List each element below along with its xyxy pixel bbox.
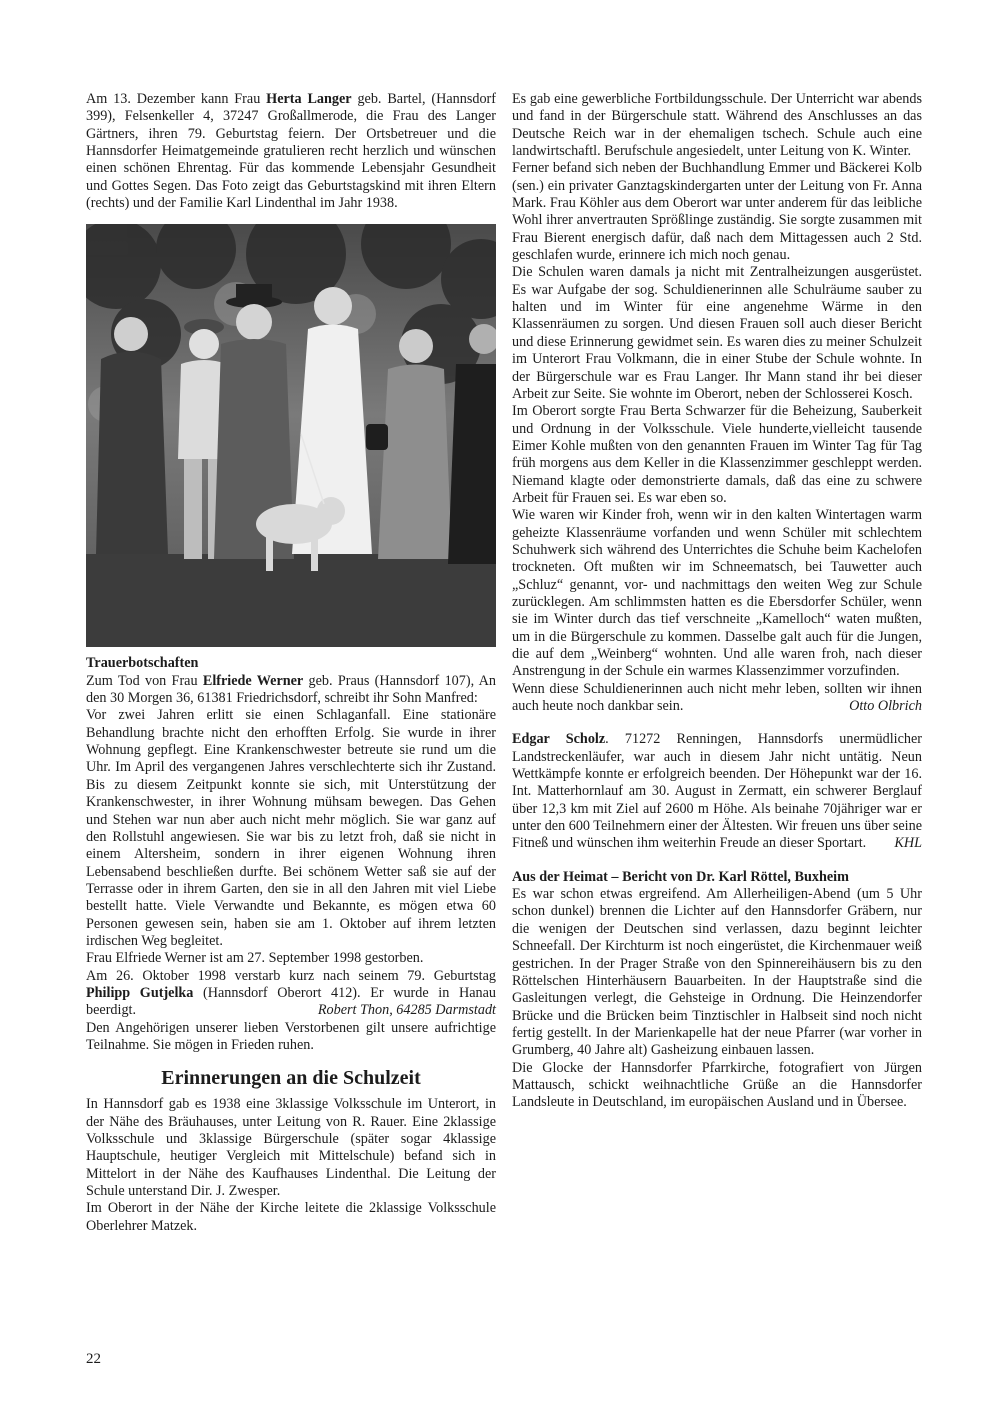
schulzeit-signature: Otto Olbrich [849,698,922,715]
spacer [512,715,922,731]
schulzeit-paragraph-2: Im Oberort in der Nähe der Kirche leitete die 2klassige Volksschule Oberlehrer Matzek. [86,1200,496,1234]
heimat-paragraph-2: Die Glocke der Hannsdorfer Pfarrkirche, fotografiert von Jürgen Mattausch, schickt weihnachtliche Grüße an die Hannsdorfer Landsleute in Deutschland, im europäischen Ausland und in Übersee. [512,1059,922,1111]
heimat-paragraph-1: Es war schon etwas ergreifend. Am Allerheiligen-Abend (um 5 Uhr schon dunkel) brennen die Lichter auf den Hannsdorfer Gräbern, nur die wenigen der Deutschen sind verlassen, dazu beginnt leichter Schneefall. Der Kirchturm ist noch eingerüstet, die Kirchenmauer weiß gestrichen. In der Prager Straße von den Spinnereihäusern bis zu den Röttelschen Hinterhäusern Bauarbeiten. In der Hauptstraße sind die Gasleitungen verlegt, die Gehsteige in Ordnung. Die Heinzendorfer Brücke und die Brücken beim Tinztischler in Halbseit sind noch nicht fertig gestellt. In der Marienkapelle hat der neue Pfarrer (war vorher in Grumberg, 40 Jahre alt) Gasheizung einbauen lassen. [512,886,922,1059]
schulzeit-paragraph-8: Wenn diese Schuldienerinnen auch nicht mehr leben, sollten wir ihnen auch heute noch dankbar sein. Otto Olbrich [512,680,922,715]
schulzeit-paragraph-1: In Hannsdorf gab es 1938 eine 3klassige Volksschule im Unterort, in der Nähe des Bräuhauses, unter Leitung von R. Rauer. Eine 2klassige Volksschule und 3klassige Bürgerschule (später sogar 4klassige Hauptschule, heutiger Vergleich mit Mittelschule) befand sich in Mittelort in der Nähe des Kaufhauses Lindenthal. Die Leitung der Schule unterstand Dir. J. Zwesper. [86,1096,496,1200]
trauer-name-gutjelka: Philipp Gutjelka [86,984,194,1001]
family-photo [86,224,496,647]
trauer-paragraph-2: Vor zwei Jahren erlitt sie einen Schlaganfall. Eine stationäre Behandlung brachte nicht den erhofften Erfolg. Sie wurde in ihrer Wohnung gepflegt. Eine Krankenschwester betreute sie rund um die Uhr. Im April des vergangenen Jahres verschlechterte sich ihr Zustand. Bis zu diesem Zeitpunkt konnte sie sich, mit Unterstützung der Krankenschwester, in ihrer Wohnung mühsam bewegen. Das Gehen und Stehen war nun aber auch nicht mehr möglich. Sie war ganz auf den Rollstuhl angewiesen. Sie war bis zu letzt froh, daß sie nicht in einem Altersheim, sondern in ihrer eigenen Wohnung ihren Lebensabend beschließen durfte. Bei schönem Wetter saß sie auf der Terrasse oder in ihrem Garten, den sie in all den Jahren mit viel Liebe bestellt hatte. Viele Verwandte und Bekannte, es mögen etwa 60 Personen gewesen sein, haben sie am 1. Oktober auf ihrem letzten irdischen Weg begleitet. [86,707,496,949]
trauer-paragraph-3: Frau Elfriede Werner ist am 27. September 1998 gestorben. [86,950,424,967]
trauer-name-werner: Elfriede Werner [202,672,304,689]
schulzeit-paragraph-4: Ferner befand sich neben der Buchhandlung Emmer und Bäckerei Kolb (sen.) ein privater Ganztagskindergarten unter der Leitung von Fr. Anna Mark. Frau Köhler aus dem Oberort war unter anderem für das leibliche Wohl ihrer anvertrauten Sprößlinge zuständig. Sie sorgte zusammen mit Frau Bierent energisch dafür, daß nach dem Mittagessen auch 2 Std. geschlafen wurde, erinnere ich mich noch genau. [512,160,922,264]
heimat-heading: Aus der Heimat – Bericht von Dr. Karl Röttel, Buxheim [512,868,849,885]
right-column [512,91,922,1112]
page-number: 22 [86,1351,101,1367]
spacer [512,853,922,869]
schulzeit-paragraph-7: Wie waren wir Kinder froh, wenn wir in den kalten Wintertagen warm geheizte Klassenräume vorfanden und wenn Schüler mit schlechtem Schuhwerk sich während des Unterrichtes die Schuhe beim Kachelofen trockneten. Oft mußten wir im Schneematsch, bei Tauwetter auch „Schluz“ genannt, vor- und nachmittags den weiten Weg zur Schule zurücklegen. Am schlimmsten hatten es die Ebersdorfer Schüler, wenn sie im Winter durch das tief verschneite „Kamelloch“ waten mußten, um in die Bürgerschule zu kommen. Dasselbe galt auch für die Jungen, die auf dem „Weinberg“ wohnten. Und alle waren froh, nach dieser Anstrengung in der Schule ein warmes Klassenzimmer vorzufinden. [512,507,922,680]
scholz-name: Edgar Scholz [512,731,606,748]
left-column [86,91,496,1235]
schulzeit-paragraph-3: Es gab eine gewerbliche Fortbildungsschule. Der Unterricht war abends und fand in der Bürgerschule statt. Während des Anschlusses an das Deutsche Reich war in der ehemaligen tschech. Schule auch eine landwirtschaftl. Berufschule angesiedelt, unter Leitung von K. Winter. [512,91,922,160]
trauer-paragraph-5: Den Angehörigen unserer lieben Verstorbenen gilt unsere aufrichtige Teilnahme. Sie mögen in Frieden ruhen. [86,1019,496,1053]
trauer-paragraph-4: Am 26. Oktober 1998 verstarb kurz nach seinem 79. Geburtstag Philipp Gutjelka (Hannsdorf Oberort 412). Er wurde in Hanau beerdigt. Robert Thon, 64285 Darmstadt [86,967,496,1019]
trauer-heading: Trauerbotschaften [86,655,199,672]
trauer-signature: Robert Thon, 64285 Darmstadt [317,1002,496,1019]
schulzeit-paragraph-5: Die Schulen waren damals ja nicht mit Zentralheizungen ausgerüstet. Es war Aufgabe der sog. Schuldienerinnen alle Schulräume sauber zu halten und im Winter für eine angenehme Wärme in den Klassenräumen zu sorgen. Und diesen Frauen soll auch dieser Bericht und diese Erinnerung gewidmet sein. Es waren dies zu meiner Schulzeit im Unterort Frau Volkmann, die in einer Stube der Schule wohnte. In der Bürgerschule war es Frau Langer. Ihr Mann stand ihr bei dieser Arbeit zur Seite. Sie wohnte im Oberort, neben der Schlosserei Kosch. [512,264,922,402]
schulzeit-paragraph-6: Im Oberort sorgte Frau Berta Schwarzer für die Beheizung, Sauberkeit und Ordnung in der Volksschule. Viele hunderte,vielleicht tausende Eimer Kohle mußten von den genannten Frauen im Winter Tag für Tag früh morgens aus dem Keller in die Klassenzimmer geschleppt werden. Niemand klagte oder demonstrierte damals, daß das eine zu schwere Arbeit für Frauen sei. Es war eben so. [512,403,922,506]
schulzeit-title: Erinnerungen an die Schulzeit [161,1067,421,1090]
birthday-name: Herta Langer [266,91,352,107]
scholz-signature: KHL [894,835,922,852]
trauer-intro: Zum Tod von Frau Elfriede Werner geb. Praus (Hannsdorf 107), An den 30 Morgen 36, 61381 Friedrichsdorf, schreibt ihr Sohn Manfred: [86,672,496,707]
birthday-paragraph: Am 13. Dezember kann Frau Herta Langer geb. Bartel, (Hannsdorf 399), Felsenkeller 4, 37247 Großallmerode, die Frau des Langer Gärtners, ihren 79. Geburtstag feiern. Der Ortsbetreuer und die Hannsdorfer Heimatgemeinde gratulieren recht herzlich und wünschen einen schönen Ehrentag. Für das kommende Lebensjahr Gesundheit und Gottes Segen. Das Foto zeigt das Geburtstagskind mit ihren Eltern (rechts) und der Familie Karl Lindenthal im Jahr 1938. [86,91,497,212]
family-photo-image [86,224,496,647]
scholz-paragraph: Edgar Scholz. 71272 Renningen, Hannsdorfs unermüdlicher Landstreckenläufer, war auch in diesem Jahr nicht untätig. Neun Wettkämpfe konnte er erfolgreich beenden. Der Höhepunkt war der 16. Int. Matterhornlauf am 30. August in Zermatt, ein schwerer Berglauf über 12,3 km mit Ziel auf 2600 m Höhe. Als beinahe 70jähriger war er unter den 600 Teilnehmern einer der Ältesten. Wir freuen uns über seine Fitneß und wünschen ihm weiterhin Freude an dieser Sportart. KHL [512,731,923,852]
